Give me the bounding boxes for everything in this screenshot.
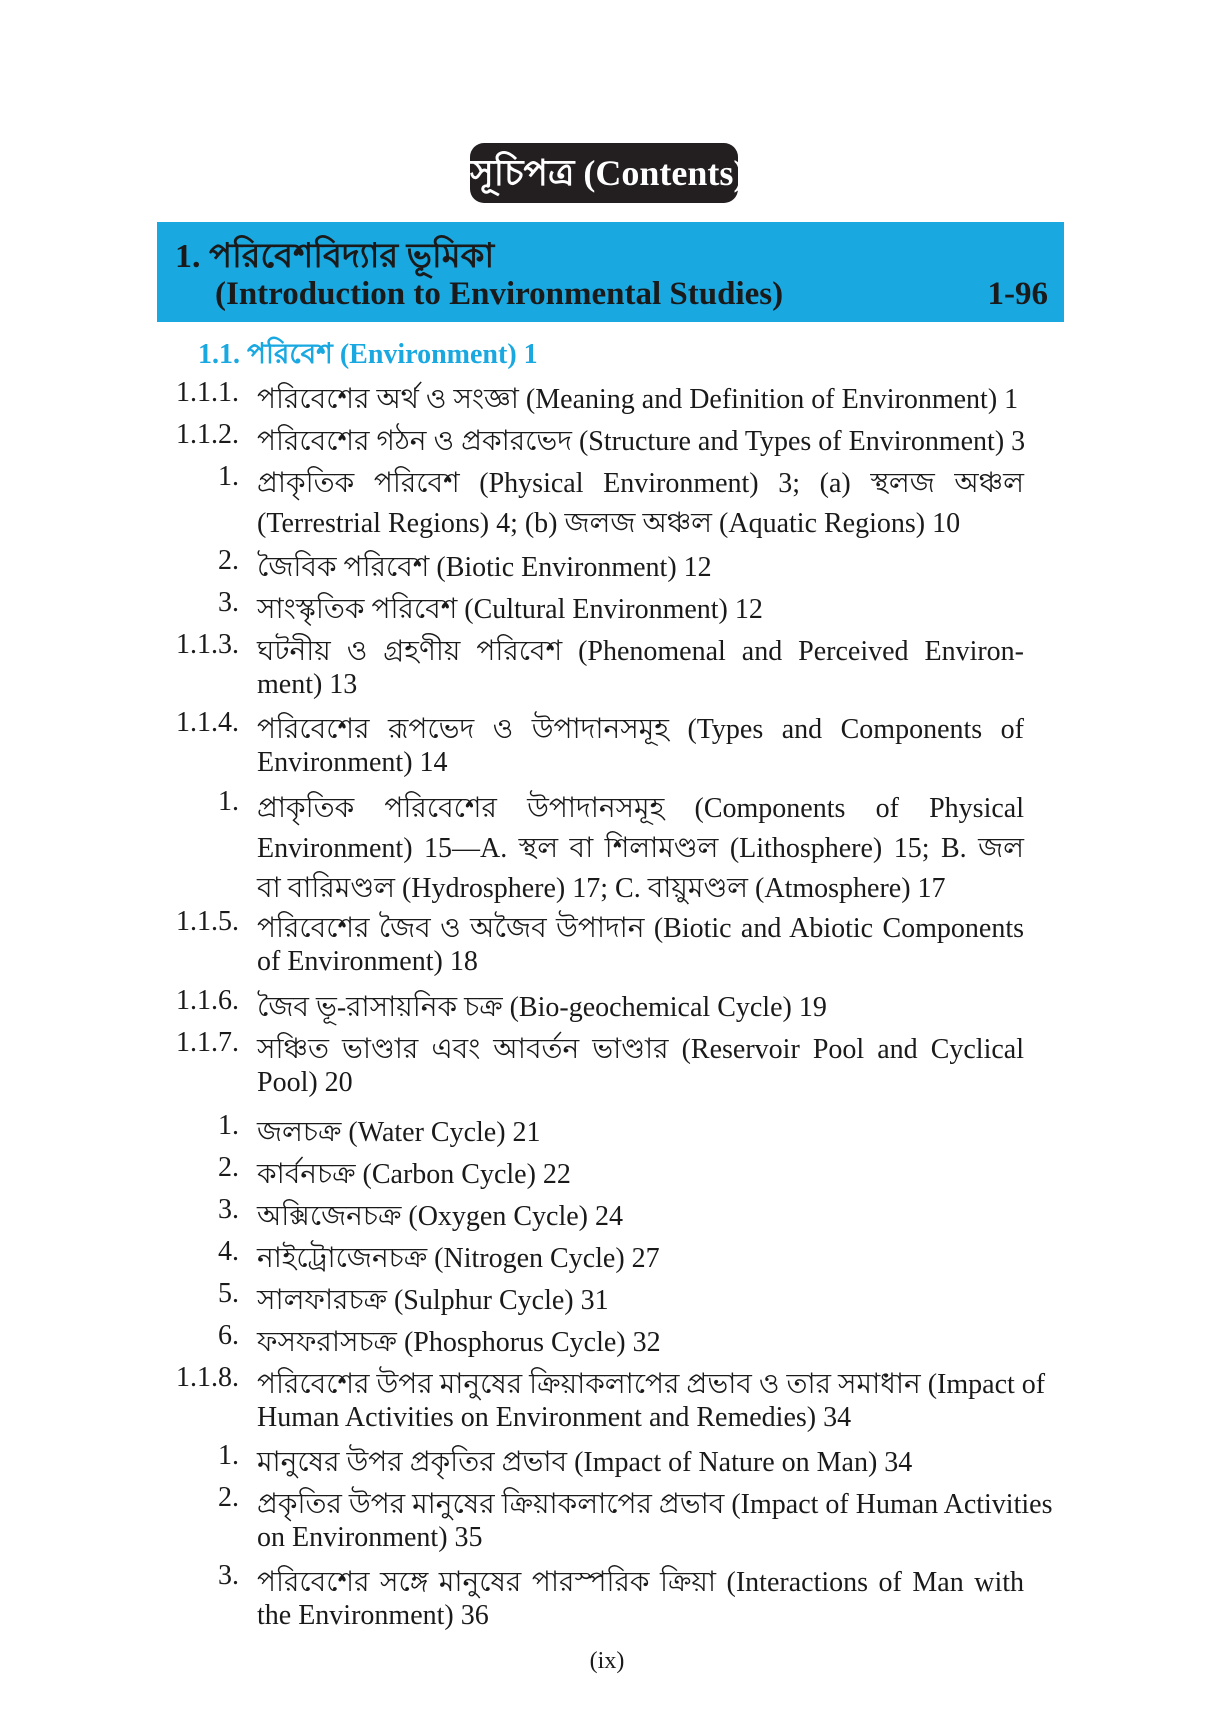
toc-entry-line: পরিবেশের অর্থ ও সংজ্ঞা (Meaning and Definition of Environment) 1 [257, 384, 1019, 415]
toc-entry-line: সঞ্চিত ভাণ্ডার এবং আবর্তন ভাণ্ডার (Reservoir Pool and Cyclical [257, 1034, 1024, 1065]
toc-entry-line: on Environment) 35 [257, 1522, 483, 1553]
toc-entry-line: অক্সিজেনচক্র (Oxygen Cycle) 24 [257, 1201, 623, 1232]
toc-entry-number: 1. [218, 1440, 239, 1471]
toc-entry-number: 2. [218, 1152, 239, 1183]
toc-entry-line: জৈব ভূ-রাসায়নিক চক্র (Bio-geochemical Cycle) 19 [257, 992, 827, 1023]
toc-entry-line: জৈবিক পরিবেশ (Biotic Environment) 12 [257, 552, 712, 583]
toc-entry-number: 5. [218, 1278, 239, 1309]
toc-entry-line: of Environment) 18 [257, 946, 478, 977]
toc-entry-line: বা বারিমণ্ডল (Hydrosphere) 17; C. বায়ুমণ্ডল (Atmosphere) 17 [257, 873, 946, 904]
toc-entry-number: 1.1.7. [176, 1027, 239, 1058]
chapter-heading-band [157, 222, 1064, 322]
toc-entry-line: কার্বনচক্র (Carbon Cycle) 22 [257, 1159, 571, 1190]
toc-entry-line: Human Activities on Environment and Remedies) 34 [257, 1402, 852, 1433]
toc-entry-line: পরিবেশের সঙ্গে মানুষের পারস্পরিক ক্রিয়া (Interactions of Man with [257, 1567, 1024, 1598]
toc-entry-number: 1. [218, 1110, 239, 1141]
toc-entry-line: Environment) 14 [257, 747, 448, 778]
toc-entry-number: 1.1.2. [176, 419, 239, 450]
toc-entry-line: ment) 13 [257, 669, 358, 700]
toc-entry-number: 1.1.5. [176, 906, 239, 937]
chapter-page-range: 1-96 [987, 276, 1048, 312]
toc-entry-number: 1.1.6. [176, 985, 239, 1016]
toc-entry-number: 3. [218, 587, 239, 618]
contents-title: সূচিপত্র (Contents) [470, 143, 738, 203]
toc-entry-number: 6. [218, 1320, 239, 1351]
toc-entry-line: (Terrestrial Regions) 4; (b) জলজ অঞ্চল (Aquatic Regions) 10 [257, 508, 961, 539]
chapter-title-english: (Introduction to Environmental Studies) [215, 276, 784, 312]
toc-entry-number: 4. [218, 1236, 239, 1267]
toc-entry-line: Pool) 20 [257, 1067, 353, 1098]
toc-entry-number: 3. [218, 1560, 239, 1591]
toc-entry-line: নাইট্রোজেনচক্র (Nitrogen Cycle) 27 [257, 1243, 660, 1274]
toc-entry-line: পরিবেশের উপর মানুষের ক্রিয়াকলাপের প্রভাব ও তার সমাধান (Impact of [257, 1369, 1046, 1400]
toc-entry-line: প্রাকৃতিক পরিবেশের উপাদানসমূহ (Components of Physical [257, 793, 1024, 824]
toc-entry-line: ফসফরাসচক্র (Phosphorus Cycle) 32 [257, 1327, 661, 1358]
toc-entry-line: প্রাকৃতিক পরিবেশ (Physical Environment) 3; (a) স্থলজ অঞ্চল [257, 468, 1024, 499]
toc-entry-number: 2. [218, 1482, 239, 1513]
toc-entry-number: 1. [218, 461, 239, 492]
toc-entry-number: 3. [218, 1194, 239, 1225]
toc-entry-number: 1.1.3. [176, 629, 239, 660]
toc-entry-number: 1.1.4. [176, 707, 239, 738]
page-folio: (ix) [589, 1648, 625, 1674]
toc-entry-number: 2. [218, 545, 239, 576]
toc-entry-line: ঘটনীয় ও গ্রহণীয় পরিবেশ (Phenomenal and Perceived Environ- [257, 636, 1024, 667]
toc-entry-number: 1.1.8. [176, 1362, 239, 1393]
toc-entry-line: মানুষের উপর প্রকৃতির প্রভাব (Impact of Nature on Man) 34 [257, 1447, 913, 1478]
toc-entry-line: সালফারচক্র (Sulphur Cycle) 31 [257, 1285, 609, 1316]
toc-entry-line: পরিবেশের গঠন ও প্রকারভেদ (Structure and Types of Environment) 3 [257, 426, 1026, 457]
toc-entry-line: Environment) 15—A. স্থল বা শিলামণ্ডল (Lithosphere) 15; B. জল [257, 833, 1024, 864]
chapter-title-bengali: 1. পরিবেশবিদ্যার ভূমিকা [175, 238, 495, 275]
toc-entry-line: the Environment) 36 [257, 1600, 489, 1631]
toc-entry-line: পরিবেশের রূপভেদ ও উপাদানসমূহ (Types and Components of [257, 714, 1024, 745]
toc-entry-line: পরিবেশের জৈব ও অজৈব উপাদান (Biotic and Abiotic Components [257, 913, 1024, 944]
toc-entry-number: 1.1.1. [176, 377, 239, 408]
toc-entry-number: 1. [218, 786, 239, 817]
toc-entry-line: প্রকৃতির উপর মানুষের ক্রিয়াকলাপের প্রভাব (Impact of Human Activities [257, 1489, 1053, 1520]
section-heading: 1.1. পরিবেশ (Environment) 1 [198, 339, 538, 370]
toc-entry-line: সাংস্কৃতিক পরিবেশ (Cultural Environment) 12 [257, 594, 763, 625]
toc-entry-line: জলচক্র (Water Cycle) 21 [257, 1117, 541, 1148]
